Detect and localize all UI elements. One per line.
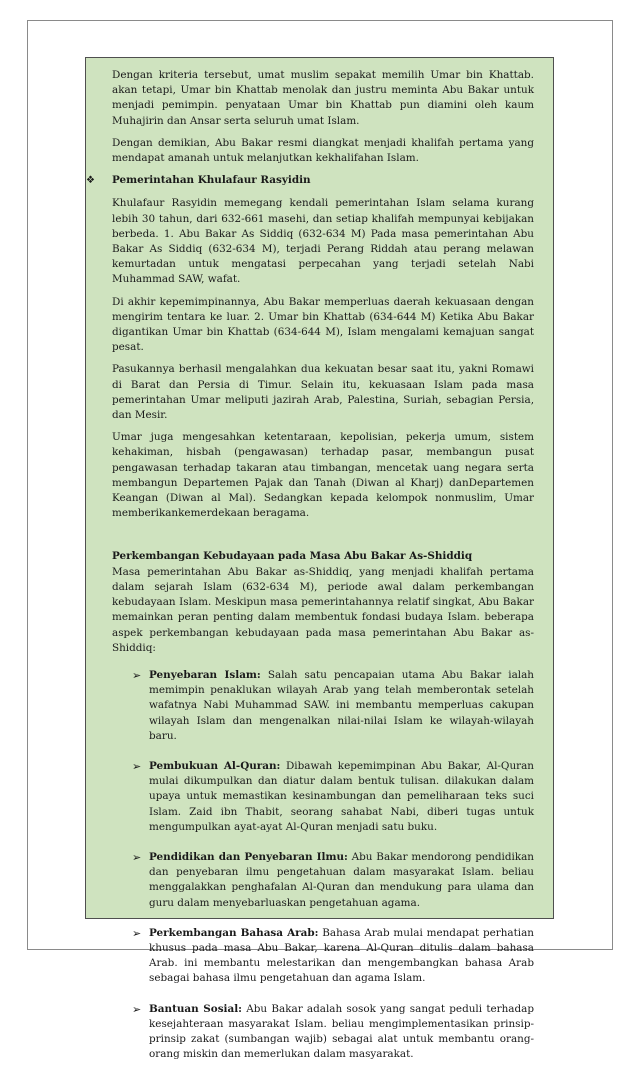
- list-item-text: Abu Bakar mendorong pendidikan dan penyebaran ilmu pengetahuan dalam masyarakat Islam. beliau menggalakkan penghafalan Al-Quran dan mendukung para ulama dan guru dalam menyebarluaskan pengetahuan agama.: [149, 850, 535, 909]
- khulafaur-heading-text: Pemerintahan Khulafaur Rasyidin: [112, 174, 311, 187]
- list-item-text: Dibawah kepemimpinan Abu Bakar, Al-Quran mulai dikumpulkan dan diatur dalam bentuk tulisan. dilakukan dalam upaya untuk memastikan kesinambungan dan pemeliharaan teks suci Islam. Zaid ibn Thabit, seorang sahabat Nabi, diberi tugas untuk mengumpulkan ayat-ayat Al-Quran menjadi satu buku.: [149, 759, 534, 833]
- list-item-text: Salah satu pencapaian utama Abu Bakar ialah memimpin penaklukan wilayah Arab yang telah memberontak setelah wafatnya Nabi Muhammad SAW. ini membantu memperluas cakupan wilayah Islam dan mengenalkan nilai-nilai Islam ke wilayah-wilayah baru.: [149, 668, 535, 742]
- document-content: [86, 68, 535, 1077]
- list-item-term: Pendidikan dan Penyebaran Ilmu:: [149, 850, 348, 863]
- list-item: [112, 1002, 534, 1063]
- list-item: [112, 850, 534, 911]
- list-item-text: Abu Bakar adalah sosok yang sangat peduli terhadap kesejahteraan masyarakat Islam. beliau mengimplementasikan prinsip-prinsip zakat (sumbangan wajib) sebagai alat untuk membantu orang-orang miskin dan memerlukan dalam masyarakat.: [149, 1002, 534, 1061]
- list-item: [112, 668, 534, 744]
- arrow-bullet-icon: ➢: [132, 926, 142, 940]
- arrow-bullet-icon: ➢: [132, 1002, 142, 1016]
- arrow-bullet-icon: ➢: [132, 668, 142, 682]
- khulafaur-paragraph: Pasukannya berhasil mengalahkan dua kekuatan besar saat itu, yakni Romawi di Barat dan Persia di Timur. Selain itu, kekuasaan Islam pada masa pemerintahan Umar meliputi jazirah Arab, Palestina, Suriah, sebagian Persia, dan Mesir.: [112, 363, 534, 422]
- list-item-term: Pembukuan Al-Quran:: [149, 759, 281, 772]
- list-item-term: Perkembangan Bahasa Arab:: [149, 926, 319, 939]
- kebudayaan-intro: Masa pemerintahan Abu Bakar as-Shiddiq, yang menjadi khalifah pertama dalam sejarah Islam (632-634 M), periode awal dalam perkembangan kebudayaan Islam. Meskipun masa pemerintahannya relatif singkat, Abu Bakar memainkan peran penting dalam membentuk fondasi budaya Islam. beberapa aspek perkembangan kebudayaan pada masa pemerintahan Abu Bakar as-Shiddiq:: [112, 565, 534, 654]
- arrow-bullet-icon: ➢: [132, 759, 142, 773]
- list-item-text: Bahasa Arab mulai mendapat perhatian khusus pada masa Abu Bakar, karena Al-Quran ditulis dalam bahasa Arab. ini membantu melestarikan dan mengembangkan bahasa Arab sebagai bahasa ilmu pengetahuan dan agama Islam.: [149, 926, 534, 985]
- list-item-term: Penyebaran Islam:: [149, 668, 261, 681]
- intro-paragraph: Dengan demikian, Abu Bakar resmi diangkat menjadi khalifah pertama yang mendapat amanah untuk melanjutkan kekhalifahan Islam.: [112, 136, 534, 165]
- khulafaur-paragraph: Khulafaur Rasyidin memegang kendali pemerintahan Islam selama kurang lebih 30 tahun, dari 632-661 masehi, dan setiap khalifah mempunyai kebijakan berbeda. 1. Abu Bakar As Siddiq (632-634 M) Pada masa pemerintahan Abu Bakar As Siddiq (632-634 M), terjadi Perang Riddah atau perang melawan kemurtadan untuk mengatasi perpecahan yang terjadi setelah Nabi Muhammad SAW, wafat.: [112, 197, 534, 286]
- list-item: [112, 759, 534, 835]
- list-item-term: Bantuan Sosial:: [149, 1002, 243, 1015]
- kebudayaan-title: Perkembangan Kebudayaan pada Masa Abu Bakar As-Shiddiq: [112, 550, 473, 563]
- intro-paragraph: Dengan kriteria tersebut, umat muslim sepakat memilih Umar bin Khattab. akan tetapi, Umar bin Khattab menolak dan justru meminta Abu Bakar untuk menjadi pemimpin. penyataan Umar bin Khattab pun diamini oleh kaum Muhajirin dan Ansar serta seluruh umat Islam.: [112, 69, 534, 127]
- arrow-bullet-icon: ➢: [132, 850, 142, 864]
- khulafaur-heading: [86, 173, 534, 188]
- list-item: [112, 926, 534, 987]
- khulafaur-paragraph: Di akhir kepemimpinannya, Abu Bakar memperluas daerah kekuasaan dengan mengirim tentara ke luar. 2. Umar bin Khattab (634-644 M) Ketika Abu Bakar digantikan Umar bin Khattab (634-644 M), Islam mengalami kemajuan sangat pesat.: [112, 295, 534, 354]
- kebudayaan-list: [112, 668, 534, 1062]
- diamond-bullet-icon: ❖: [86, 175, 95, 187]
- khulafaur-paragraph: Umar juga mengesahkan ketentaraan, kepolisian, pekerja umum, sistem kehakiman, hisbah (pengawasan) terhadap pasar, membangun pusat pengawasan terhadap takaran atau timbangan, mencetak uang negara serta membangun Departemen Pajak dan Tanah (Diwan al Kharj) danDepartemen Keangan (Diwan al Mal). Sedangkan kepada kelompok nonmuslim, Umar memberikankemerdekaan beragama.: [112, 431, 534, 520]
